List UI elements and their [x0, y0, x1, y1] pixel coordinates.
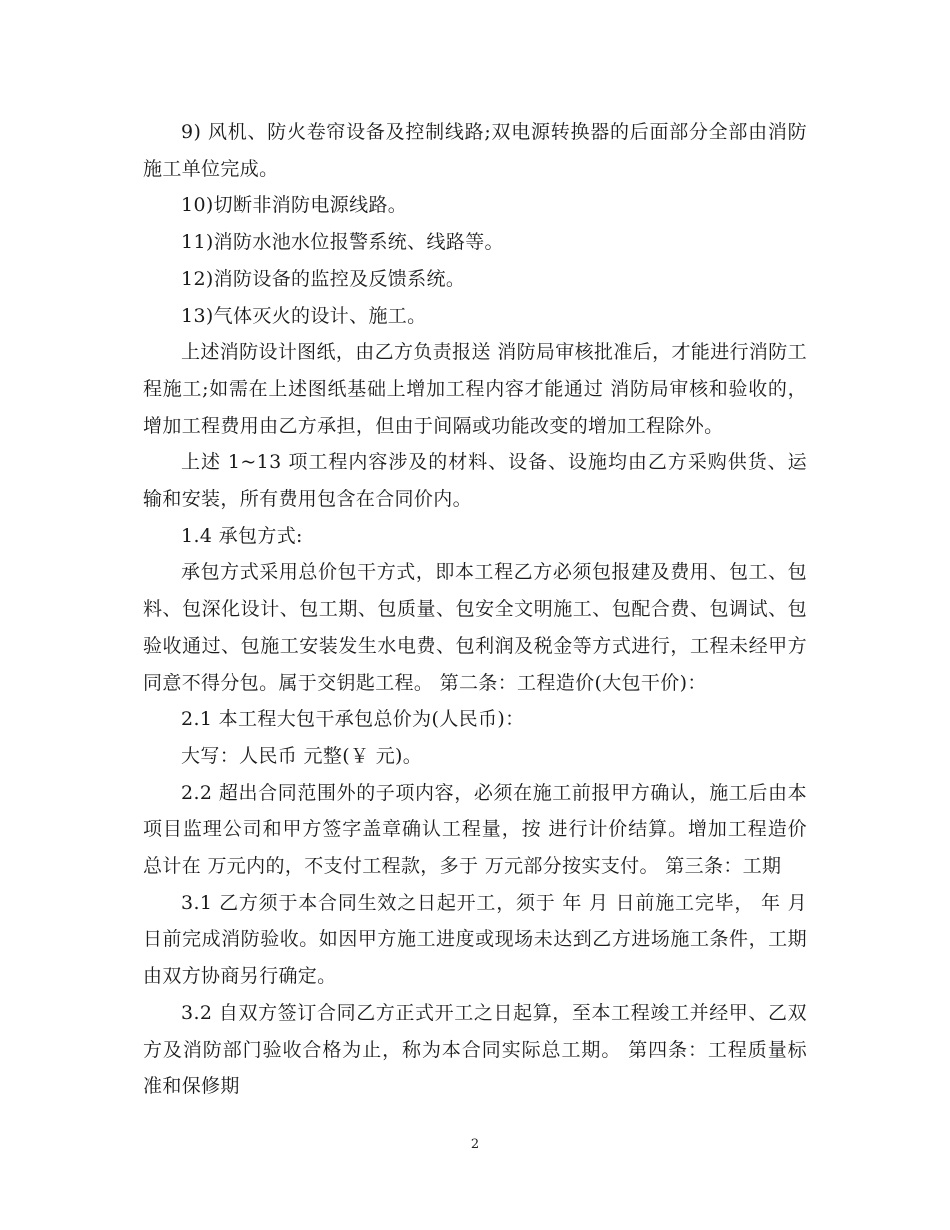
clause-3-1: 3.1 乙方须于本合同生效之日起开工，须于 年 月 日前施工完毕， 年 月 日前完成消防验收。如因甲方施工进度或现场未达到乙方进场施工条件，工期由双方协商另行确定。 — [143, 891, 807, 988]
clause-item-9: 9) 风机、防火卷帘设备及控制线路;双电源转换器的后面部分全部由消防施工单位完成。 — [143, 121, 807, 180]
clause-item-10: 10)切断非消防电源线路。 — [181, 194, 408, 217]
page-number: 2 — [470, 1137, 480, 1152]
materials-paragraph: 上述 1~13 项工程内容涉及的材料、设备、设施均由乙方采购供货、运输和安装，所有费用包含在合同价内。 — [143, 451, 807, 511]
clause-item-12: 12)消防设备的监控及反馈系统。 — [181, 267, 466, 290]
contract-method-paragraph: 承包方式采用总价包干方式，即本工程乙方必须包报建及费用、包工、包料、包深化设计、包工期、包质量、包安全文明施工、包配合费、包调试、包验收通过、包施工安装发生水电费、包利润及税金等方式进行，工程未经甲方同意不得分包。属于交钥匙工程。 第二条：工程造价(大包干价)： — [143, 561, 807, 694]
document-body — [143, 114, 807, 1105]
clause-2-2: 2.2 超出合同范围外的子项内容，必须在施工前报甲方确认，施工后由本项目监理公司和甲方签字盖章确认工程量，按 进行计价结算。增加工程造价总计在 万元内的，不支付工程款，多于 万元部分按实支付。 第三条：工期 — [143, 781, 807, 878]
clause-item-11: 11)消防水池水位报警系统、线路等。 — [181, 231, 504, 254]
section-heading-1-4: 1.4 承包方式: — [181, 524, 303, 547]
design-approval-paragraph: 上述消防设计图纸，由乙方负责报送 消防局审核批准后，才能进行消防工程施工;如需在上述图纸基础上增加工程内容才能通过 消防局审核和验收的，增加工程费用由乙方承担，但由于间隔或功能改变的增加工程除外。 — [143, 341, 807, 437]
clause-3-2: 3.2 自双方签订合同乙方正式开工之日起算，至本工程竣工并经甲、乙双方及消防部门验收合格为止，称为本合同实际总工期。 第四条：工程质量标准和保修期 — [143, 1001, 807, 1098]
amount-in-words: 大写：人民币 元整(￥ 元)。 — [181, 744, 423, 767]
clause-2-1: 2.1 本工程大包干承包总价为(人民币)： — [181, 708, 525, 731]
clause-item-13: 13)气体灭火的设计、施工。 — [181, 304, 427, 327]
